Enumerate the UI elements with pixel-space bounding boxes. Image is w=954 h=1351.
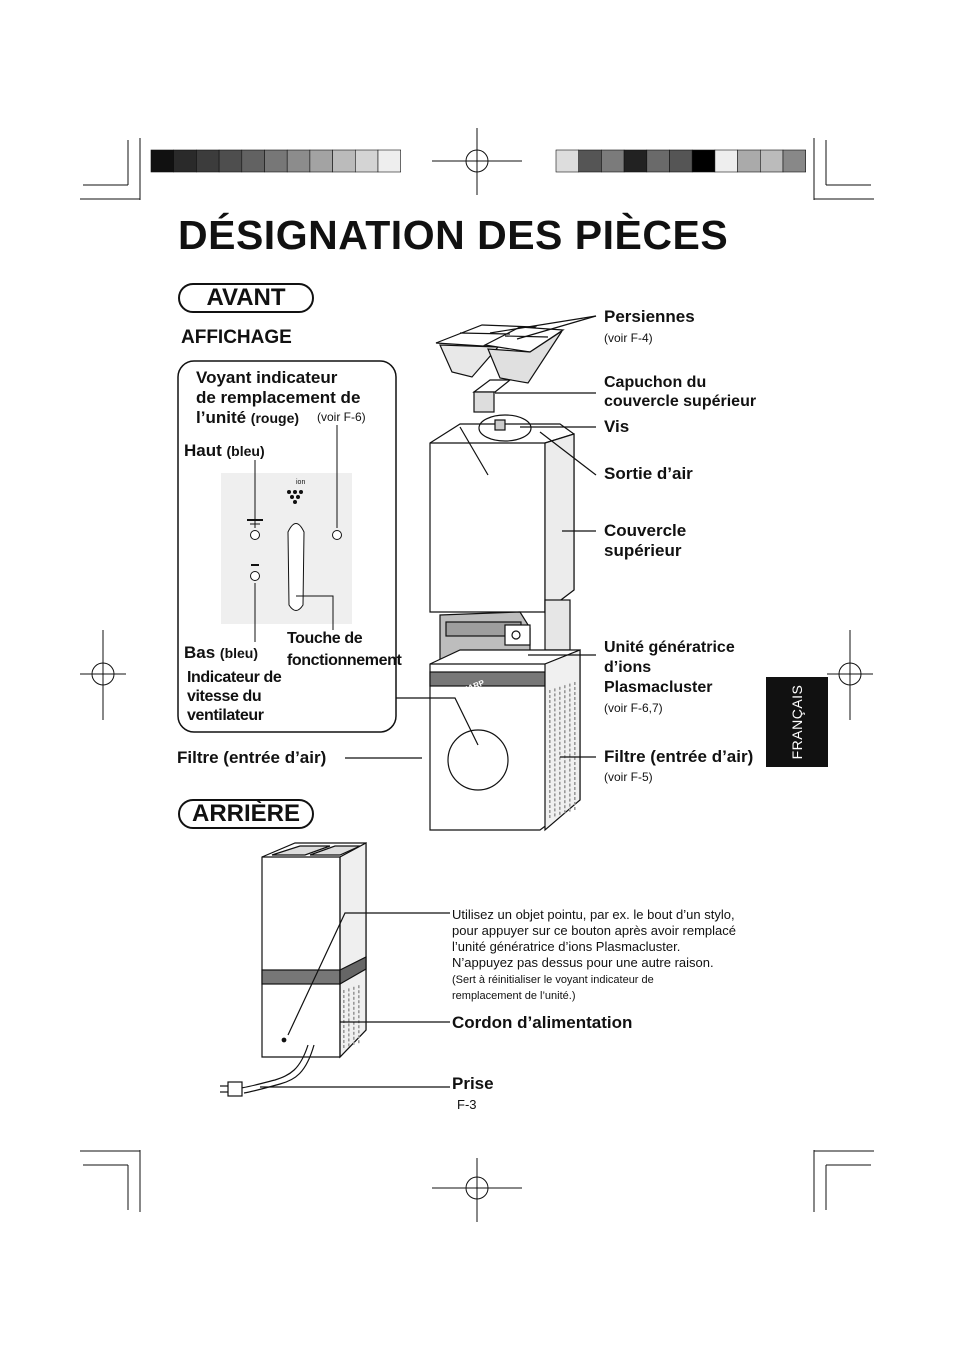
grille-dot <box>348 1028 350 1031</box>
grille-dot <box>358 985 360 988</box>
grille-dot <box>559 692 561 695</box>
grille-dot <box>564 725 566 728</box>
color-bar-swatch <box>333 150 356 172</box>
grille-dot <box>564 700 566 703</box>
grille-dot <box>343 1030 345 1033</box>
color-bar-swatch <box>287 150 310 172</box>
rear-unit-drawing <box>220 843 450 1096</box>
grille-dot <box>564 695 566 698</box>
grille-dot <box>559 707 561 710</box>
grille-dot <box>554 743 556 746</box>
grille-dot <box>564 720 566 723</box>
grille-dot <box>569 764 571 767</box>
grille-dot <box>564 770 566 773</box>
grille-dot <box>569 804 571 807</box>
grille-dot <box>559 727 561 730</box>
grille-dot <box>564 715 566 718</box>
color-bar-swatch <box>760 150 783 172</box>
grille-dot <box>559 767 561 770</box>
capuchon-label-line2: couvercle supérieur <box>604 393 757 410</box>
grille-dot <box>353 997 355 1000</box>
color-bar-left <box>151 150 401 172</box>
grille-dot <box>554 703 556 706</box>
front-unit-drawing <box>345 316 596 830</box>
haut-indicator-light <box>251 531 260 540</box>
color-bar-swatch <box>647 150 670 172</box>
grille-dot <box>559 747 561 750</box>
grille-dot <box>554 728 556 731</box>
color-bar-swatch <box>738 150 761 172</box>
grille-dot <box>343 1025 345 1028</box>
grille-dot <box>549 750 551 753</box>
grille-dot <box>549 760 551 763</box>
grille-dot <box>564 775 566 778</box>
grille-dot <box>564 685 566 688</box>
grille-dot <box>569 734 571 737</box>
grille-dot <box>564 760 566 763</box>
grille-dot <box>549 815 551 818</box>
operation-button-icon <box>288 524 304 611</box>
grille-dot <box>564 690 566 693</box>
color-bar-swatch <box>601 150 624 172</box>
note-line5: (Sert à réinitialiser le voyant indicateur de <box>452 974 654 986</box>
grille-dot <box>559 782 561 785</box>
haut-color: (bleu) <box>226 443 265 459</box>
color-bar-swatch <box>174 150 197 172</box>
grille-dot <box>358 1030 360 1033</box>
grille-dot <box>554 718 556 721</box>
filtre-right-label: Filtre (entrée d’air) <box>604 747 754 766</box>
grille-dot <box>569 809 571 812</box>
grille-dot <box>348 1003 350 1006</box>
bas-color: (bleu) <box>219 645 259 661</box>
grille-dot <box>574 742 576 745</box>
filtre-left-label: Filtre (entrée d’air) <box>177 748 327 767</box>
grille-dot <box>358 1025 360 1028</box>
note-line1: Utilisez un objet pointu, par ex. le bout d’un stylo, <box>452 907 735 922</box>
grille-dot <box>549 805 551 808</box>
grille-dot <box>554 733 556 736</box>
grille-dot <box>569 699 571 702</box>
voyant-ref: (voir F-6) <box>317 410 366 424</box>
note-line2: pour appuyer sur ce bouton après avoir remplacé <box>452 923 736 938</box>
grille-dot <box>358 1035 360 1038</box>
grille-dot <box>549 720 551 723</box>
grille-dot <box>358 1015 360 1018</box>
grille-dot <box>549 690 551 693</box>
note-line6: remplacement de l’unité.) <box>452 990 576 1002</box>
color-bar-swatch <box>265 150 288 172</box>
grille-dot <box>353 1017 355 1020</box>
grille-dot <box>564 730 566 733</box>
grille-dot <box>559 732 561 735</box>
grille-dot <box>549 780 551 783</box>
grille-dot <box>348 1013 350 1016</box>
grille-dot <box>353 1007 355 1010</box>
voyant-color: (rouge) <box>250 410 300 426</box>
grille-dot <box>549 770 551 773</box>
grille-dot <box>569 769 571 772</box>
grille-dot <box>574 792 576 795</box>
vitesse-label-line3: ventilateur <box>187 707 264 724</box>
grille-dot <box>564 790 566 793</box>
note-line4: N’appuyez pas dessus pour une autre raison. <box>452 955 714 970</box>
grille-dot <box>569 689 571 692</box>
grille-dot <box>549 700 551 703</box>
grille-dot <box>574 767 576 770</box>
grille-dot <box>574 687 576 690</box>
grille-dot <box>559 737 561 740</box>
grille-dot <box>554 788 556 791</box>
grille-dot <box>348 1033 350 1036</box>
grille-dot <box>554 693 556 696</box>
louvres-drawing <box>436 325 563 383</box>
grille-dot <box>353 1027 355 1030</box>
language-tab-label: FRANÇAIS <box>789 684 805 760</box>
grille-dot <box>358 995 360 998</box>
language-tab <box>766 677 828 767</box>
grille-dot <box>564 780 566 783</box>
grille-dot <box>559 712 561 715</box>
grille-dot <box>574 682 576 685</box>
grille-dot <box>348 1018 350 1021</box>
arriere-heading: ARRIÈRE <box>178 799 314 829</box>
haut-label <box>184 441 265 461</box>
haut-text: Haut <box>184 441 222 460</box>
grille-dot <box>559 792 561 795</box>
plug-icon <box>228 1082 242 1096</box>
grille-dot <box>554 768 556 771</box>
grille-dot <box>569 724 571 727</box>
grille-dot <box>343 1010 345 1013</box>
grille-dot <box>549 745 551 748</box>
grille-dot <box>549 795 551 798</box>
grille-dot <box>559 762 561 765</box>
color-bar-swatch <box>715 150 738 172</box>
grille-dot <box>574 707 576 710</box>
grille-dot <box>574 732 576 735</box>
grille-dot <box>569 704 571 707</box>
registration-mark-right <box>827 630 873 720</box>
voyant-label-line3 <box>196 408 299 428</box>
vitesse-label-line1: Indicateur de <box>187 669 282 686</box>
grille-dot <box>343 990 345 993</box>
voyant-label-line1: Voyant indicateur <box>196 368 338 387</box>
grille-dot <box>569 714 571 717</box>
grille-dot <box>353 987 355 990</box>
grille-dot <box>353 1002 355 1005</box>
color-bar-swatch <box>151 150 174 172</box>
bas-indicator-light <box>251 572 260 581</box>
grille-dot <box>554 723 556 726</box>
grille-dot <box>348 993 350 996</box>
color-bar-swatch <box>783 150 806 172</box>
grille-dot <box>559 807 561 810</box>
grille-dot <box>574 697 576 700</box>
color-bar-swatch <box>378 150 401 172</box>
grille-dot <box>564 740 566 743</box>
grille-dot <box>348 998 350 1001</box>
color-bar-swatch <box>624 150 647 172</box>
grille-dot <box>348 988 350 991</box>
grille-dot <box>559 777 561 780</box>
page-title: DÉSIGNATION DES PIÈCES <box>178 212 729 258</box>
grille-dot <box>554 773 556 776</box>
color-bar-right <box>556 150 806 172</box>
grille-dot <box>554 808 556 811</box>
grille-dot <box>549 710 551 713</box>
grille-dot <box>559 752 561 755</box>
grille-dot <box>554 758 556 761</box>
sharp-brand: SHARP <box>456 678 486 697</box>
grille-dot <box>569 744 571 747</box>
grille-dot <box>574 772 576 775</box>
grille-dot <box>554 708 556 711</box>
touche-label-line2: fonctionnement <box>287 652 402 669</box>
grille-dot <box>569 709 571 712</box>
color-bar-swatch <box>310 150 333 172</box>
grille-dot <box>549 725 551 728</box>
grille-dot <box>569 784 571 787</box>
grille-dot <box>353 1042 355 1045</box>
color-bar-swatch <box>196 150 219 172</box>
grille-dot <box>549 755 551 758</box>
grille-dot <box>343 995 345 998</box>
grille-dot <box>564 765 566 768</box>
grille-dot <box>549 790 551 793</box>
couvercle-label-line2: supérieur <box>604 541 682 560</box>
grille-dot <box>569 779 571 782</box>
grille-dot <box>564 810 566 813</box>
grille-dot <box>549 705 551 708</box>
unite-ref: (voir F-6,7) <box>604 701 663 715</box>
grille-dot <box>549 715 551 718</box>
grille-dot <box>564 805 566 808</box>
grille-dot <box>559 702 561 705</box>
grille-dot <box>549 800 551 803</box>
grille-dot <box>574 727 576 730</box>
bas-text: Bas <box>184 643 216 662</box>
grille-dot <box>549 695 551 698</box>
grille-dot <box>559 742 561 745</box>
color-bar-swatch <box>556 150 579 172</box>
grille-dot <box>574 692 576 695</box>
grille-dot <box>559 687 561 690</box>
cordon-label: Cordon d’alimentation <box>452 1013 633 1032</box>
grille-dot <box>554 813 556 816</box>
reset-button-icon <box>282 1038 286 1042</box>
grille-dot <box>549 810 551 813</box>
grille-dot <box>574 712 576 715</box>
grille-dot <box>353 992 355 995</box>
touche-label-line1: Touche de <box>287 630 363 647</box>
registration-mark-left <box>80 630 126 720</box>
grille-dot <box>343 1000 345 1003</box>
grille-dot <box>343 1045 345 1048</box>
grille-dot <box>554 748 556 751</box>
color-bar-swatch <box>355 150 378 172</box>
replacement-indicator-light <box>333 531 342 540</box>
prise-label: Prise <box>452 1074 494 1093</box>
grille-dot <box>564 745 566 748</box>
persiennes-ref: (voir F-4) <box>604 331 653 345</box>
grille-dot <box>559 722 561 725</box>
grille-dot <box>554 738 556 741</box>
unite-label-line1: Unité génératrice <box>604 639 735 656</box>
grille-dot <box>559 697 561 700</box>
grille-dot <box>559 802 561 805</box>
unite-label-line2: d’ions <box>604 659 652 676</box>
persiennes-label: Persiennes <box>604 307 695 326</box>
registration-mark-bottom <box>432 1158 522 1222</box>
grille-dot <box>569 739 571 742</box>
grille-dot <box>574 737 576 740</box>
grille-dot <box>353 1037 355 1040</box>
grille-dot <box>569 759 571 762</box>
grille-dot <box>574 797 576 800</box>
grille-dot <box>348 1038 350 1041</box>
grille-dot <box>358 1000 360 1003</box>
grille-dot <box>569 754 571 757</box>
voyant-label-line2: de remplacement de <box>196 388 361 407</box>
grille-dot <box>569 729 571 732</box>
ion-mark: ion <box>296 479 306 486</box>
grille-dot <box>343 1040 345 1043</box>
grille-dot <box>574 762 576 765</box>
unite-label-line3: Plasmacluster <box>604 679 713 696</box>
sortie-label: Sortie d’air <box>604 464 693 483</box>
color-bar-swatch <box>670 150 693 172</box>
grille-dot <box>554 698 556 701</box>
grille-dot <box>569 799 571 802</box>
grille-dot <box>559 717 561 720</box>
grille-dot <box>554 798 556 801</box>
color-bar-swatch <box>692 150 715 172</box>
grille-dot <box>549 740 551 743</box>
grille-dot <box>549 735 551 738</box>
grille-dot <box>559 812 561 815</box>
grille-dot <box>343 1035 345 1038</box>
avant-heading: AVANT <box>178 283 314 313</box>
grille-dot <box>353 1032 355 1035</box>
voyant-unite-text: l’unité <box>196 408 247 427</box>
grille-dot <box>554 793 556 796</box>
grille-dot <box>569 694 571 697</box>
grille-dot <box>569 749 571 752</box>
grille-dot <box>559 787 561 790</box>
grille-dot <box>554 783 556 786</box>
note-line3: l’unité génératrice d’ions Plasmacluster. <box>452 939 681 954</box>
grille-dot <box>554 713 556 716</box>
grille-dot <box>358 1010 360 1013</box>
color-bar-swatch <box>219 150 242 172</box>
grille-dot <box>554 688 556 691</box>
grille-dot <box>554 803 556 806</box>
grille-dot <box>348 1023 350 1026</box>
grille-dot <box>564 795 566 798</box>
grille-dot <box>549 730 551 733</box>
bas-label <box>184 643 258 663</box>
grille-dot <box>549 765 551 768</box>
filtre-right-ref: (voir F-5) <box>604 770 653 784</box>
grille-dot <box>343 1005 345 1008</box>
grille-dot <box>574 717 576 720</box>
color-bar-swatch <box>579 150 602 172</box>
grille-dot <box>564 705 566 708</box>
grille-dot <box>574 752 576 755</box>
grille-dot <box>554 763 556 766</box>
grille-dot <box>348 1008 350 1011</box>
grille-dot <box>549 785 551 788</box>
grille-dot <box>574 722 576 725</box>
vis-label: Vis <box>604 417 630 436</box>
grille-dot <box>569 794 571 797</box>
grille-dot <box>574 702 576 705</box>
grille-dot <box>554 778 556 781</box>
grille-dot <box>569 774 571 777</box>
grille-dot <box>564 750 566 753</box>
grille-dot <box>358 1005 360 1008</box>
grille-dot <box>348 1043 350 1046</box>
grille-dot <box>569 684 571 687</box>
vitesse-label-line2: vitesse du <box>187 688 262 705</box>
grille-dot <box>569 719 571 722</box>
page-number: F-3 <box>457 1097 477 1112</box>
capuchon-label-line1: Capuchon du <box>604 374 707 391</box>
grille-dot <box>574 807 576 810</box>
grille-dot <box>559 797 561 800</box>
grille-dot <box>559 772 561 775</box>
grille-dot <box>574 802 576 805</box>
couvercle-label-line1: Couvercle <box>604 521 687 540</box>
grille-dot <box>564 800 566 803</box>
grille-dot <box>343 1015 345 1018</box>
affichage-label: AFFICHAGE <box>181 327 292 348</box>
grille-dot <box>358 1040 360 1043</box>
grille-dot <box>564 785 566 788</box>
grille-dot <box>574 787 576 790</box>
grille-dot <box>564 735 566 738</box>
grille-dot <box>549 775 551 778</box>
grille-dot <box>358 990 360 993</box>
grille-dot <box>554 753 556 756</box>
registration-mark-top <box>432 128 522 195</box>
grille-dot <box>574 782 576 785</box>
grille-dot <box>574 777 576 780</box>
grille-dot <box>569 789 571 792</box>
grille-dot <box>574 747 576 750</box>
color-bar-swatch <box>242 150 265 172</box>
grille-dot <box>353 1012 355 1015</box>
grille-dot <box>564 710 566 713</box>
